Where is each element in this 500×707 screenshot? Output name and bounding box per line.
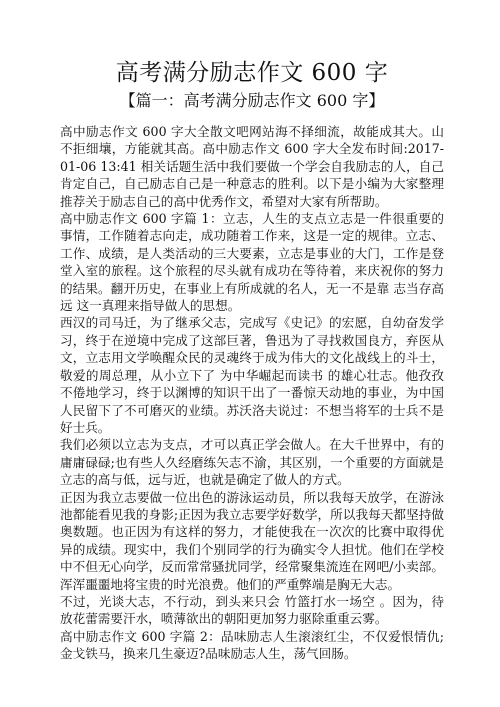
paragraph-personal: 正因为我立志要做一位出色的游泳运动员，所以我每天放学，在游泳池都能看见我的身影;正因为我立志要学好数学，所以我每天都坚持做奥数题。也正因为有这样的努力，才能使我在一次次的比赛中取得优异的成绩。现实中，我们个别同学的行为确实令人担忧。他们在学校中不但无心向学，反而常常骚扰同学，经常聚集流连在网吧/小卖部。浑浑噩噩地将宝贵的时光浪费。他们的严重弊端是胸无大志。	[60, 489, 444, 592]
paragraph-action: 不过，光谈大志，不行动，到头来只会 竹篮打水一场空 。因为，待放花蕾需要汗水，喷薄欲出的朝阳更加努力驱除重重云雾。	[60, 593, 444, 627]
paragraph-intro: 高中励志作文 600 字大全散文吧网站海不择细流，故能成其大。山不拒细壤，方能就其高。高中励志作文 600 字大全发布时间:2017-01-06 13:41 相关话题生活中我们要做一个学会自我励志的人，自己肯定自己，自己励志自己是一种意志的胜利。以下是小编为大家整理推荐关于励志自己的高中优秀作文，希望对大家有所帮助。	[60, 124, 444, 209]
document-subtitle: 【篇一：高考满分励志作文 600 字】	[119, 91, 385, 110]
paragraph-essay-1-opening: 高中励志作文 600 字篇 1：立志，人生的支点立志是一件很重要的事情，工作随着志向走，成功随着工作来，这是一定的规律。立志、工作、成绩，是人类活动的三大要素，立志是事业的大门，工作是登堂入室的旅程。这个旅程的尽头就有成功在等待着，来庆祝你的努力的结果。翻开历史，在事业上有所成就的名人，无一不是靠 志当存高远 这一真理来指导做人的思想。	[60, 211, 444, 314]
document-body	[60, 123, 444, 663]
paragraph-examples: 西汉的司马迁，为了继承父志，完成写《史记》的宏愿，自幼奋发学习，终于在逆境中完成了这部巨著，鲁迅为了寻找救国良方，弃医从文，立志用文学唤醒众民的灵魂终于成为伟大的文化战线上的斗士，敬爱的周总理，从小立下了 为中华崛起而读书 的雄心壮志。他孜孜不倦地学习，终于以渊博的知识干出了一番惊天动地的事业，为中国人民留下了不可磨灭的业绩。苏沃洛夫说过：不想当将军的士兵不是好士兵。	[60, 315, 444, 435]
paragraph-essay-2-opening: 高中励志作文 600 字篇 2：品味励志人生滚滚红尘，不仅爱恨情仇;金戈铁马，换来几生豪迈?品味励志人生，荡气回肠。	[60, 628, 444, 662]
document-title: 高考满分励志作文 600 字	[115, 60, 389, 86]
paragraph-aspiration: 我们必须以立志为支点，才可以真正学会做人。在大千世界中，有的庸庸碌碌;也有些人久经磨练矢志不渝，其区别，一个重要的方面就是立志的高与低，远与近，也就是确定了做人的方式。	[60, 437, 444, 488]
